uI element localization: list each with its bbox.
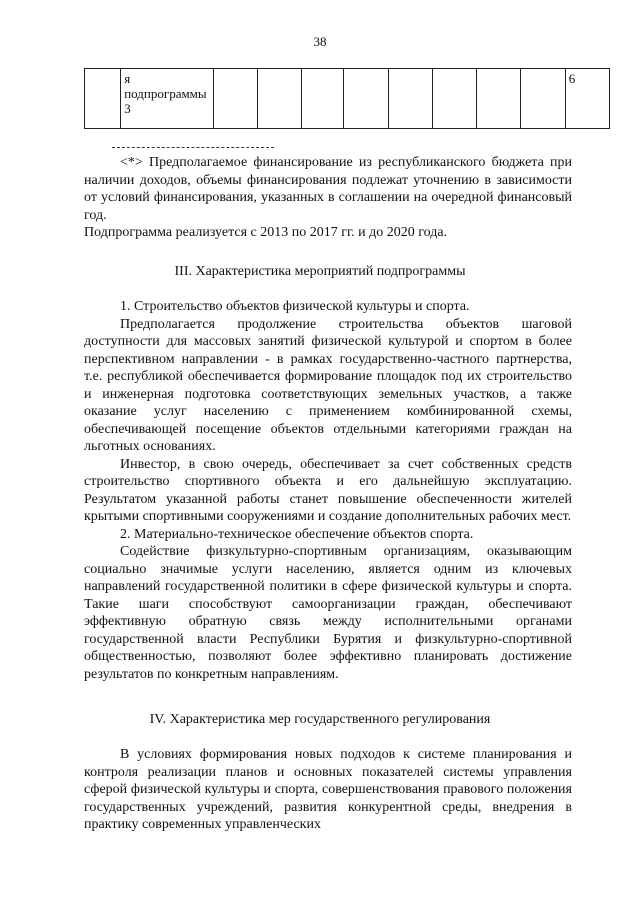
section-4-body — [84, 746, 572, 834]
table-cell — [302, 69, 344, 129]
table-cell — [477, 69, 521, 129]
section-3-body — [84, 298, 572, 683]
cell-line: я — [124, 71, 131, 86]
table-cell — [432, 69, 476, 129]
table-cell — [521, 69, 565, 129]
paragraph: В условиях формирования новых подходов к системе планирования и контроля реализации планов и основных показателей системы управления сферой физической культуры и спорта, совершенствования правового положения государственных учреждений, развития конкурентной среды, внедрения в практику современных управленческих — [84, 747, 572, 832]
table-cell — [257, 69, 301, 129]
table-cell-last: 6 — [565, 69, 609, 129]
paragraph: 1. Строительство объектов физической культуры и спорта. — [120, 299, 470, 314]
section-4-heading: IV. Характеристика мер государственного регулирования — [149, 712, 491, 727]
section-3-heading: III. Характеристика мероприятий подпрограммы — [174, 264, 466, 279]
continued-table — [84, 68, 610, 129]
page-number: 38 — [313, 34, 327, 49]
paragraph: Содействие физкультурно-спортивным организациям, оказывающим социально значимые услуги населению, является одним из ключевых направлений государственной политики в сфере физической культуры и спорта. Такие шаги способствуют самоорганизации граждан, обеспечивают эффективную обратную связь между исполнительными органами государственной власти Республики Бурятия и физкультурно-спортивной общественностью, позволяют более эффективно планировать достижение результатов по конкретным направлениям. — [84, 544, 572, 682]
footnote-block — [84, 154, 572, 242]
table-row — [85, 69, 610, 129]
table-cell — [388, 69, 432, 129]
cell-line: 3 — [124, 101, 131, 116]
cell-line: подпрограммы — [124, 86, 207, 101]
paragraph: Инвестор, в свою очередь, обеспечивает за счет собственных средств строительство спортивного объекта и его дальнейшую эксплуатацию. Результатом указанной работы станет повышение обеспеченности жителей крытыми спортивными сооружениями и создание дополнительных рабочих мест. — [84, 456, 572, 524]
paragraph: 2. Материально-техническое обеспечение объектов спорта. — [120, 526, 474, 542]
paragraph: Предполагается продолжение строительства объектов шаговой доступности для массовых занятий физической культурой и спортом в более перспективном направлении - в рамках государственно-частного партнерства, т.е. республикой обеспечивается формирование площадок под их строительство и инженерная подготовка соответствующих земельных участков, а также оказание услуг населению с применением комбинированной схемы, обеспечивающей посещение объектов отдельными категориями граждан на льготных основаниях. — [84, 316, 572, 454]
footnote-text: <*> Предполагаемое финансирование из республиканского бюджета при наличии доходов, объемы финансирования подлежат уточнению в зависимости от условий финансирования, указанных в соглашении на очередной финансовый год. — [84, 155, 572, 223]
program-period: Подпрограмма реализуется с 2013 по 2017 гг. и до 2020 года. — [84, 225, 448, 240]
table-cell-subprogram — [121, 69, 214, 129]
table-cell — [85, 69, 121, 129]
table-cell — [344, 69, 388, 129]
footnote-rule — [112, 147, 274, 148]
table-cell — [213, 69, 257, 129]
